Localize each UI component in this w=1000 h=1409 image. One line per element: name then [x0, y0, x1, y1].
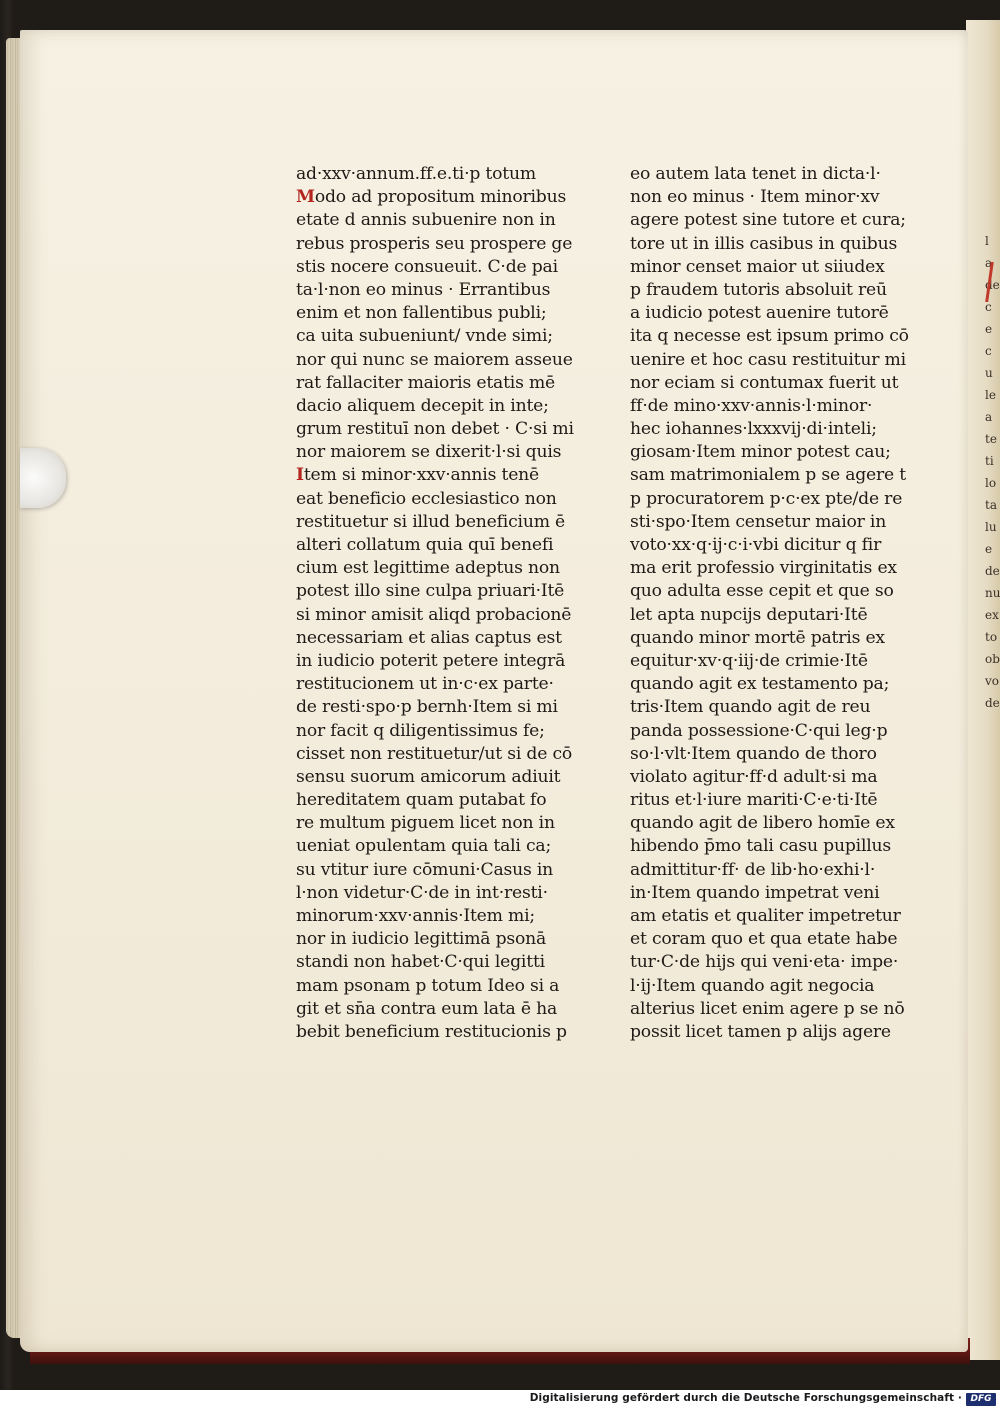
text-line: quando agit ex testamento pa;: [630, 674, 890, 695]
text-line: de resti·spo·p bernh·Item si mi: [296, 697, 558, 718]
text-line: ta·l·non eo minus · Errantibus: [296, 279, 551, 300]
text-line: in iudicio poterit petere integrā: [296, 650, 566, 671]
text-line: nor in iudicio legittimā psonā: [296, 929, 547, 950]
text-line: si minor amisit aliqd probacionē: [296, 604, 572, 625]
text-line: etate d annis subuenire non in: [296, 210, 556, 231]
fragment-line: de: [985, 278, 1000, 292]
text-line: minor censet maior ut siiudex: [630, 256, 885, 277]
text-line: cium est legittime adeptus non: [296, 558, 560, 579]
text-line: nor facit q diligentissimus fe;: [296, 720, 545, 741]
text-line: ritus et·l·iure mariti·C·e·ti·Itē: [630, 790, 878, 811]
fragment-line: l: [985, 234, 989, 248]
page-clip: [20, 448, 66, 508]
text-line: agere potest sine tutore et cura;: [630, 210, 906, 231]
text-line: sensu suorum amicorum adiuit: [296, 766, 561, 787]
text-line: necessariam et alias captus est: [296, 627, 562, 648]
text-line: hec iohannes·lxxxvij·di·inteli;: [630, 419, 877, 440]
text-line: nor qui nunc se maiorem asseue: [296, 349, 573, 370]
text-line: restitucionem ut in·c·ex parte·: [296, 674, 554, 695]
text-line: tur·C·de hijs qui veni·eta· impe·: [630, 952, 899, 973]
text-line: alterius licet enim agere p se nō: [630, 998, 905, 1019]
text-line: quo adulta esse cepit et que so: [630, 581, 894, 602]
text-line: l·ij·Item quando agit negocia: [630, 975, 875, 996]
fragment-line: te: [985, 432, 997, 446]
text-line: alteri collatum quia quī benefi: [296, 535, 554, 555]
text-column-left: [296, 163, 578, 1044]
fragment-line: ob: [985, 652, 1000, 666]
text-line: a iudicio potest auenire tutorē: [630, 303, 889, 324]
fragment-line: vo: [985, 674, 1000, 688]
fragment-line: de: [985, 564, 1000, 578]
funding-credit: Digitalisierung gefördert durch die Deutsche Forschungsgemeinschaft ·: [529, 1392, 962, 1404]
text-line: dacio aliquem decepit in inte;: [296, 395, 549, 416]
text-line: ff·de mino·xxv·annis·l·minor·: [630, 395, 873, 416]
fragment-line: a: [985, 256, 993, 270]
text-line: rebus prosperis seu prospere ge: [296, 233, 573, 254]
text-line: eat beneficio ecclesiastico non: [296, 488, 557, 509]
text-line: bebit beneficium restitucionis p: [296, 1021, 567, 1042]
text-line: equitur·xv·q·iij·de crimie·Itē: [630, 650, 868, 671]
fragment-line: ti: [985, 454, 994, 468]
text-line: potest illo sine culpa priuari·Itē: [296, 581, 565, 602]
text-line: hibendo p̄mo tali casu pupillus: [630, 836, 892, 857]
fragment-line: to: [985, 630, 998, 644]
fragment-line: lu: [985, 520, 997, 534]
text-line: non eo minus · Item minor·xv: [630, 187, 880, 208]
text-line: su vtitur iure cōmuni·Casus in: [296, 859, 554, 880]
text-line: sti·spo·Item censetur maior in: [630, 511, 887, 532]
text-line: minorum·xxv·annis·Item mi;: [296, 906, 536, 926]
fragment-line: ta: [985, 498, 997, 512]
text-line: Item si minor·xxv·annis tenē: [296, 465, 540, 486]
text-line: giosam·Item minor potest cau;: [630, 442, 891, 463]
text-line: in·Item quando impetrat veni: [630, 882, 880, 903]
fragment-line: de: [985, 696, 1000, 710]
text-line: possit licet tamen p alijs agere: [630, 1021, 891, 1042]
text-line: eo autem lata tenet in dicta·l·: [630, 164, 881, 184]
text-column-right: [630, 163, 912, 1044]
text-line: p fraudem tutoris absoluit reū: [630, 279, 887, 300]
text-line: admittitur·ff· de lib·ho·exhi·l·: [630, 859, 876, 880]
text-line: uenire et hoc casu restituitur mi: [630, 349, 906, 370]
text-line: standi non habet·C·qui legitti: [296, 952, 545, 973]
text-line: et coram quo et qua etate habe: [630, 929, 898, 950]
text-line: violato agitur·ff·d adult·si ma: [630, 766, 878, 787]
fragment-line: e: [985, 322, 993, 336]
text-line: ca uita subueniunt/ vnde simi;: [296, 326, 553, 347]
fragment-line: lo: [985, 476, 997, 490]
text-line: l·non videtur·C·de in int·resti·: [296, 882, 548, 903]
text-line: restituetur si illud beneficium ē: [296, 511, 566, 532]
text-line: ad·xxv·annum.ff.e.ti·p totum: [296, 164, 536, 184]
text-line: cisset non restituetur/ut si de cō: [296, 743, 573, 764]
text-line: stis nocere consueuit. C·de pai: [296, 256, 558, 277]
fragment-line: e: [985, 542, 993, 556]
text-line: quando minor mortē patris ex: [630, 627, 885, 648]
text-line: Modo ad propositum minoribus: [296, 187, 567, 208]
fragment-line: c: [985, 300, 992, 314]
text-line: nor maiorem se dixerit·l·si quis: [296, 442, 562, 463]
text-line: am etatis et qualiter impetretur: [630, 906, 901, 926]
text-line: mam psonam p totum Ideo si a: [296, 975, 560, 996]
fragment-line: u: [985, 366, 993, 380]
text-line: panda possessione·C·qui leg·p: [630, 720, 888, 741]
digitization-footer: [0, 1390, 1000, 1409]
text-line: ita q necesse est ipsum primo cō: [630, 326, 909, 347]
fragment-line: ex: [985, 608, 999, 622]
dfg-logo: DFG: [966, 1393, 996, 1406]
text-line: grum restituī non debet · C·si mi: [296, 419, 574, 440]
text-line: so·l·vlt·Item quando de thoro: [630, 743, 877, 764]
text-line: tris·Item quando agit de reu: [630, 697, 871, 718]
text-line: tore ut in illis casibus in quibus: [630, 233, 898, 254]
fragment-line: le: [985, 388, 996, 402]
text-line: voto·xx·q·ij·c·i·vbi dicitur q fir: [630, 535, 882, 555]
text-line: sam matrimonialem p se agere t: [630, 465, 906, 486]
text-line: let apta nupcijs deputari·Itē: [630, 604, 868, 625]
text-line: git et sn̄a contra eum lata ē ha: [296, 998, 558, 1019]
fragment-line: a: [985, 410, 993, 424]
facing-page-text-fragment: [985, 230, 1000, 1050]
fragment-line: c: [985, 344, 992, 358]
text-line: re multum piguem licet non in: [296, 813, 555, 834]
text-line: ma erit professio virginitatis ex: [630, 558, 897, 579]
text-line: quando agit de libero homīe ex: [630, 813, 895, 834]
text-line: enim et non fallentibus publi;: [296, 303, 547, 324]
text-line: p procuratorem p·c·ex pte/de re: [630, 488, 903, 509]
text-line: rat fallaciter maioris etatis mē: [296, 372, 556, 393]
text-line: hereditatem quam putabat fo: [296, 790, 547, 811]
text-line: ueniat opulentam quia tali ca;: [296, 836, 552, 857]
text-line: nor eciam si contumax fuerit ut: [630, 372, 899, 393]
fragment-line: nu: [985, 586, 1000, 600]
